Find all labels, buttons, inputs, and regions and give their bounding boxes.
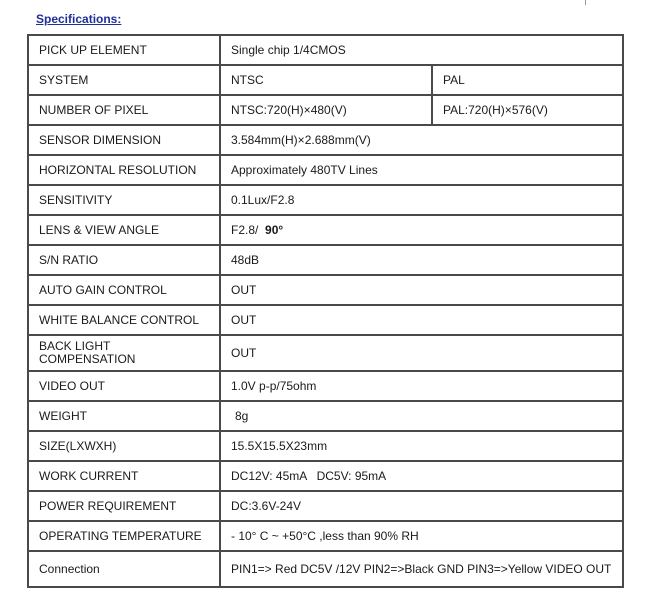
spec-label: SYSTEM xyxy=(28,65,220,95)
table-row xyxy=(28,95,623,125)
spec-value-cell xyxy=(220,215,623,245)
table-row xyxy=(28,491,623,521)
spec-value: F2.8/ xyxy=(231,222,259,237)
table-row xyxy=(28,431,623,461)
specifications-table xyxy=(27,34,624,588)
spec-label: AUTO GAIN CONTROL xyxy=(28,275,220,305)
spec-value: 8g xyxy=(220,401,623,431)
table-row xyxy=(28,125,623,155)
spec-label: WHITE BALANCE CONTROL xyxy=(28,305,220,335)
spec-value: 3.584mm(H)×2.688mm(V) xyxy=(220,125,623,155)
spec-value: OUT xyxy=(220,275,623,305)
table-row xyxy=(28,305,623,335)
spec-label: S/N RATIO xyxy=(28,245,220,275)
spec-label: SENSITIVITY xyxy=(28,185,220,215)
spec-value: 1.0V p-p/75ohm xyxy=(220,371,623,401)
spec-label: WORK CURRENT xyxy=(28,461,220,491)
spec-value: PIN1=> Red DC5V /12V PIN2=>Black GND PIN3=>Yellow VIDEO OUT xyxy=(220,551,623,587)
spec-label: Connection xyxy=(28,551,220,587)
specifications-heading: Specifications: xyxy=(36,12,122,26)
spec-value: DC:3.6V-24V xyxy=(220,491,623,521)
table-row xyxy=(28,521,623,551)
spec-label: POWER REQUIREMENT xyxy=(28,491,220,521)
spec-label: PICK UP ELEMENT xyxy=(28,35,220,65)
table-row xyxy=(28,65,623,95)
spec-value: Single chip 1/4CMOS xyxy=(220,35,623,65)
spec-label: OPERATING TEMPERATURE xyxy=(28,521,220,551)
spec-value: DC12V: 45mA DC5V: 95mA xyxy=(220,461,623,491)
spec-value: 0.1Lux/F2.8 xyxy=(220,185,623,215)
table-row xyxy=(28,401,623,431)
spec-label: VIDEO OUT xyxy=(28,371,220,401)
table-row xyxy=(28,215,623,245)
table-row xyxy=(28,551,623,587)
spec-value: 48dB xyxy=(220,245,623,275)
spec-value: OUT xyxy=(220,305,623,335)
spec-value: - 10° C ~ +50°C ,less than 90% RH xyxy=(220,521,623,551)
spec-value-secondary: PAL:720(H)×576(V) xyxy=(432,95,623,125)
table-row xyxy=(28,35,623,65)
table-row xyxy=(28,155,623,185)
top-divider-tick xyxy=(585,0,586,5)
table-row xyxy=(28,461,623,491)
spec-label: SIZE(LXWXH) xyxy=(28,431,220,461)
spec-value: NTSC:720(H)×480(V) xyxy=(220,95,432,125)
spec-label: BACK LIGHT COMPENSATION xyxy=(28,335,220,371)
table-row xyxy=(28,371,623,401)
spec-value: Approximately 480TV Lines xyxy=(220,155,623,185)
spec-label: NUMBER OF PIXEL xyxy=(28,95,220,125)
spec-value-emphasis: 90° xyxy=(265,222,284,237)
table-row xyxy=(28,335,623,371)
spec-label: HORIZONTAL RESOLUTION xyxy=(28,155,220,185)
table-row xyxy=(28,275,623,305)
spec-value: 15.5X15.5X23mm xyxy=(220,431,623,461)
spec-label: LENS & VIEW ANGLE xyxy=(28,215,220,245)
table-row xyxy=(28,245,623,275)
table-row xyxy=(28,185,623,215)
spec-value-secondary: PAL xyxy=(432,65,623,95)
spec-label: WEIGHT xyxy=(28,401,220,431)
spec-value: OUT xyxy=(220,335,623,371)
spec-value: NTSC xyxy=(220,65,432,95)
spec-label: SENSOR DIMENSION xyxy=(28,125,220,155)
